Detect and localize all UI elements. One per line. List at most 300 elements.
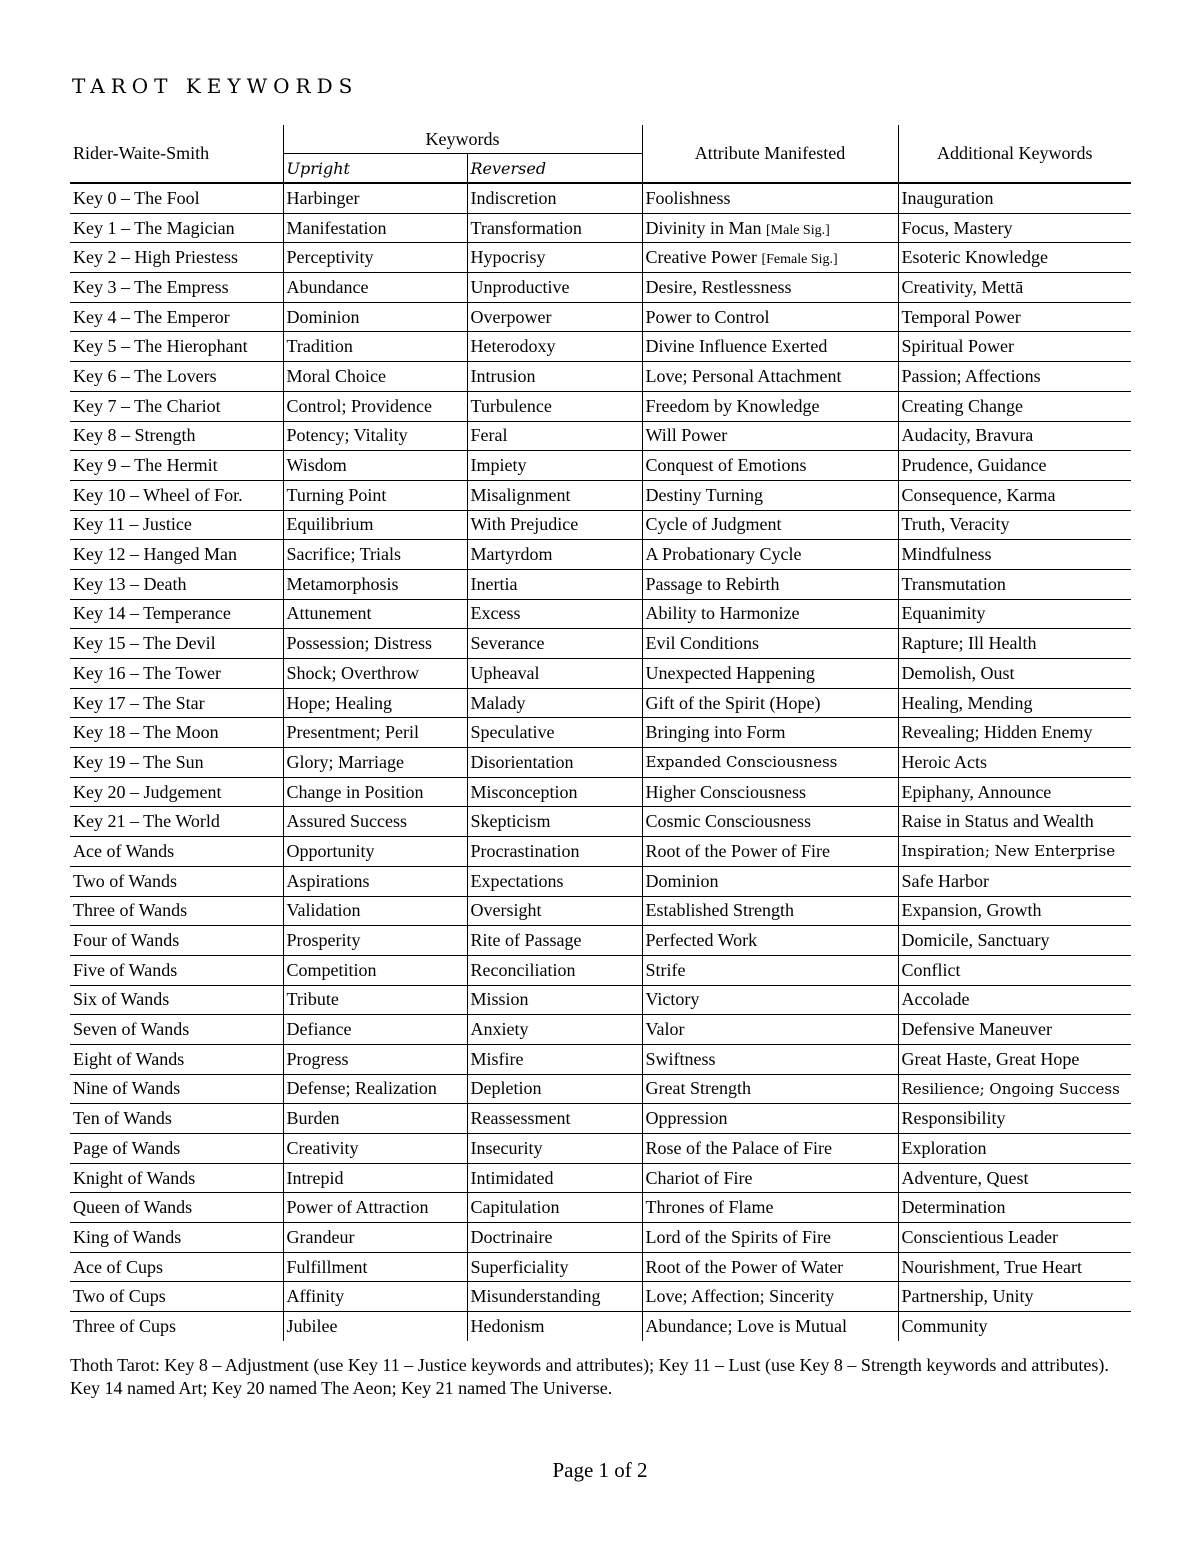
attribute-manifested-text: Victory — [645, 989, 700, 1010]
additional-keywords — [898, 243, 1131, 273]
card-name — [70, 302, 283, 332]
attribute-manifested — [642, 362, 898, 392]
card-name-text: Key 17 – The Star — [73, 692, 205, 713]
upright-keyword — [283, 183, 467, 213]
additional-keywords-text: Safe Harbor — [901, 870, 989, 891]
reversed-keyword-text: Inertia — [470, 573, 518, 594]
reversed-keyword — [467, 718, 642, 748]
table-row — [70, 599, 1131, 629]
attribute-manifested-text: Chariot of Fire — [645, 1167, 753, 1188]
attribute-manifested — [642, 599, 898, 629]
reversed-keyword-text: Reassessment — [470, 1108, 571, 1129]
reversed-keyword-text: Upheaval — [470, 662, 540, 683]
attribute-manifested-text: Root of the Power of Water — [645, 1256, 844, 1277]
upright-keyword-text: Control; Providence — [286, 395, 432, 416]
additional-keywords-text: Inspiration; New Enterprise — [901, 842, 1116, 861]
additional-keywords — [898, 1134, 1131, 1164]
card-name-text: Key 4 – The Emperor — [73, 306, 230, 327]
card-name — [70, 1134, 283, 1164]
table-row — [70, 302, 1131, 332]
table-row — [70, 421, 1131, 451]
table-row — [70, 926, 1131, 956]
upright-keyword — [283, 302, 467, 332]
page-number: Page 1 of 2 — [552, 1458, 648, 1482]
additional-keywords-text: Mindfulness — [901, 544, 992, 565]
attribute-manifested-text: Dominion — [645, 870, 719, 891]
upright-keyword — [283, 955, 467, 985]
card-name-text: Ten of Wands — [73, 1108, 172, 1129]
attribute-manifested-text: Abundance; Love is Mutual — [645, 1315, 847, 1336]
significator-note: [Male Sig.] — [766, 222, 830, 238]
attribute-manifested — [642, 837, 898, 867]
additional-keywords — [898, 362, 1131, 392]
additional-keywords-text: Revealing; Hidden Enemy — [901, 722, 1093, 743]
reversed-keyword — [467, 273, 642, 303]
upright-keyword — [283, 1044, 467, 1074]
attribute-manifested — [642, 332, 898, 362]
card-name-text: Nine of Wands — [73, 1078, 181, 1099]
card-name-text: Four of Wands — [73, 930, 180, 951]
upright-keyword — [283, 1193, 467, 1223]
attribute-manifested — [642, 1134, 898, 1164]
reversed-keyword — [467, 183, 642, 213]
reversed-keyword — [467, 599, 642, 629]
attribute-manifested — [642, 1163, 898, 1193]
card-name-text: Key 7 – The Chariot — [73, 395, 221, 416]
card-name — [70, 926, 283, 956]
reversed-keyword — [467, 1134, 642, 1164]
card-name — [70, 599, 283, 629]
reversed-keyword — [467, 837, 642, 867]
table-row — [70, 748, 1131, 778]
card-name — [70, 896, 283, 926]
additional-keywords-text: Truth, Veracity — [901, 514, 1010, 535]
additional-keywords-text: Passion; Affections — [901, 365, 1041, 386]
upright-keyword — [283, 451, 467, 481]
reversed-keyword — [467, 955, 642, 985]
card-name — [70, 718, 283, 748]
upright-keyword-text: Intrepid — [286, 1167, 344, 1188]
reversed-keyword-text: Heterodoxy — [470, 336, 556, 357]
additional-keywords — [898, 777, 1131, 807]
table-row — [70, 688, 1131, 718]
reversed-keyword — [467, 866, 642, 896]
upright-keyword — [283, 1223, 467, 1253]
card-name — [70, 807, 283, 837]
card-name — [70, 1015, 283, 1045]
attribute-manifested — [642, 302, 898, 332]
attribute-manifested-text: Unexpected Happening — [645, 662, 815, 683]
reversed-keyword — [467, 1252, 642, 1282]
attribute-manifested — [642, 1193, 898, 1223]
attribute-manifested-text: Love; Personal Attachment — [645, 365, 842, 386]
upright-keyword-text: Aspirations — [286, 870, 370, 891]
attribute-manifested-text: Oppression — [645, 1108, 728, 1129]
upright-keyword — [283, 748, 467, 778]
additional-keywords — [898, 1104, 1131, 1134]
attribute-manifested-text: Ability to Harmonize — [645, 603, 800, 624]
table-row — [70, 955, 1131, 985]
table-row — [70, 777, 1131, 807]
card-name — [70, 213, 283, 243]
card-name-text: Two of Cups — [73, 1286, 166, 1307]
additional-keywords-text: Transmutation — [901, 573, 1006, 594]
table-row — [70, 332, 1131, 362]
additional-keywords-text: Responsibility — [901, 1108, 1006, 1129]
card-name-text: Key 5 – The Hierophant — [73, 336, 248, 357]
reversed-keyword — [467, 777, 642, 807]
additional-keywords-text: Raise in Status and Wealth — [901, 811, 1094, 832]
reversed-keyword — [467, 688, 642, 718]
additional-keywords — [898, 1193, 1131, 1223]
card-name-text: Eight of Wands — [73, 1048, 185, 1069]
attribute-manifested-text: A Probationary Cycle — [645, 544, 802, 565]
upright-keyword — [283, 1252, 467, 1282]
upright-keyword-text: Moral Choice — [286, 365, 386, 386]
table-row — [70, 213, 1131, 243]
upright-keyword-text: Affinity — [286, 1286, 345, 1307]
upright-keyword — [283, 807, 467, 837]
attribute-manifested — [642, 985, 898, 1015]
upright-keyword — [283, 362, 467, 392]
additional-keywords-text: Audacity, Bravura — [901, 425, 1034, 446]
attribute-manifested-text: Higher Consciousness — [645, 781, 806, 802]
table-row — [70, 896, 1131, 926]
table-row — [70, 183, 1131, 213]
header-attribute-manifested: Attribute Manifested — [642, 125, 898, 183]
card-name — [70, 1252, 283, 1282]
upright-keyword-text: Sacrifice; Trials — [286, 544, 401, 565]
table-row — [70, 362, 1131, 392]
additional-keywords — [898, 985, 1131, 1015]
card-name-text: Key 11 – Justice — [73, 514, 192, 535]
card-name — [70, 837, 283, 867]
reversed-keyword — [467, 629, 642, 659]
reversed-keyword-text: Expectations — [470, 870, 564, 891]
upright-keyword — [283, 688, 467, 718]
attribute-manifested-text: Great Strength — [645, 1078, 751, 1099]
upright-keyword — [283, 1134, 467, 1164]
reversed-keyword — [467, 302, 642, 332]
thoth-footnote: Thoth Tarot: Key 8 – Adjustment (use Key 11 – Justice keywords and attributes); Key 11 – Lust (use Key 8 – Strength keywords and attributes). Key 14 named Art; Key 20 named The Aeon; Key 21 named The Universe. — [70, 1355, 1109, 1398]
attribute-manifested-text: Bringing into Form — [645, 722, 786, 743]
reversed-keyword-text: With Prejudice — [470, 514, 579, 535]
additional-keywords-text: Focus, Mastery — [901, 217, 1013, 238]
upright-keyword — [283, 896, 467, 926]
reversed-keyword-text: Martyrdom — [470, 544, 553, 565]
reversed-keyword — [467, 480, 642, 510]
attribute-manifested-text: Swiftness — [645, 1048, 716, 1069]
upright-keyword-text: Potency; Vitality — [286, 425, 408, 446]
reversed-keyword-text: Misconception — [470, 781, 578, 802]
reversed-keyword — [467, 659, 642, 689]
additional-keywords-text: Exploration — [901, 1137, 987, 1158]
reversed-keyword-text: Disorientation — [470, 751, 574, 772]
additional-keywords — [898, 332, 1131, 362]
attribute-manifested-text: Strife — [645, 959, 686, 980]
card-name — [70, 1074, 283, 1104]
upright-keyword — [283, 243, 467, 273]
card-name-text: Key 3 – The Empress — [73, 276, 229, 297]
attribute-manifested-text: Foolishness — [645, 187, 731, 208]
attribute-manifested — [642, 243, 898, 273]
additional-keywords-text: Demolish, Oust — [901, 662, 1015, 683]
attribute-manifested-text: Divine Influence Exerted — [645, 336, 828, 357]
table-row — [70, 569, 1131, 599]
upright-keyword-text: Possession; Distress — [286, 633, 433, 654]
upright-keyword-text: Opportunity — [286, 840, 375, 861]
attribute-manifested-text: Cosmic Consciousness — [645, 811, 812, 832]
reversed-keyword — [467, 748, 642, 778]
tarot-keywords-table — [70, 125, 1131, 1341]
attribute-manifested — [642, 451, 898, 481]
additional-keywords-text: Conscientious Leader — [901, 1226, 1058, 1247]
additional-keywords-text: Creating Change — [901, 395, 1023, 416]
upright-keyword — [283, 391, 467, 421]
additional-keywords — [898, 1163, 1131, 1193]
table-row — [70, 1312, 1131, 1341]
attribute-manifested — [642, 1074, 898, 1104]
upright-keyword — [283, 1104, 467, 1134]
reversed-keyword-text: Misunderstanding — [470, 1286, 601, 1307]
card-name-text: Key 13 – Death — [73, 573, 187, 594]
upright-keyword — [283, 213, 467, 243]
card-name-text: Key 14 – Temperance — [73, 603, 231, 624]
card-name — [70, 748, 283, 778]
upright-keyword — [283, 599, 467, 629]
card-name — [70, 1223, 283, 1253]
upright-keyword — [283, 273, 467, 303]
reversed-keyword-text: Feral — [470, 425, 508, 446]
card-name-text: Queen of Wands — [73, 1197, 193, 1218]
upright-keyword-text: Abundance — [286, 276, 369, 297]
table-row — [70, 1163, 1131, 1193]
table-row — [70, 1074, 1131, 1104]
upright-keyword — [283, 1074, 467, 1104]
upright-keyword-text: Dominion — [286, 306, 360, 327]
attribute-manifested-text: Freedom by Knowledge — [645, 395, 820, 416]
attribute-manifested-text: Destiny Turning — [645, 484, 764, 505]
additional-keywords — [898, 1074, 1131, 1104]
reversed-keyword-text: Procrastination — [470, 840, 580, 861]
card-name-text: Three of Wands — [73, 900, 188, 921]
attribute-manifested — [642, 1104, 898, 1134]
card-name-text: Key 0 – The Fool — [73, 187, 200, 208]
additional-keywords-text: Rapture; Ill Health — [901, 633, 1037, 654]
upright-keyword-text: Jubilee — [286, 1315, 338, 1336]
attribute-manifested — [642, 688, 898, 718]
card-name-text: Key 1 – The Magician — [73, 217, 235, 238]
additional-keywords-text: Accolade — [901, 989, 970, 1010]
reversed-keyword-text: Impiety — [470, 455, 527, 476]
card-name — [70, 659, 283, 689]
table-row — [70, 1252, 1131, 1282]
card-name-text: King of Wands — [73, 1226, 182, 1247]
table-row — [70, 807, 1131, 837]
attribute-manifested — [642, 1015, 898, 1045]
table-body — [70, 183, 1131, 1341]
card-name-text: Key 6 – The Lovers — [73, 365, 217, 386]
additional-keywords — [898, 1252, 1131, 1282]
additional-keywords-text: Adventure, Quest — [901, 1167, 1029, 1188]
additional-keywords — [898, 1044, 1131, 1074]
additional-keywords-text: Heroic Acts — [901, 751, 987, 772]
card-name — [70, 510, 283, 540]
table-row — [70, 273, 1131, 303]
reversed-keyword-text: Skepticism — [470, 811, 551, 832]
card-name-text: Three of Cups — [73, 1315, 176, 1336]
upright-keyword — [283, 837, 467, 867]
card-name — [70, 451, 283, 481]
attribute-manifested-text: Lord of the Spirits of Fire — [645, 1226, 831, 1247]
attribute-manifested-text: Root of the Power of Fire — [645, 840, 830, 861]
card-name — [70, 1044, 283, 1074]
reversed-keyword-text: Anxiety — [470, 1019, 529, 1040]
additional-keywords — [898, 688, 1131, 718]
reversed-keyword-text: Reconciliation — [470, 959, 576, 980]
card-name — [70, 569, 283, 599]
upright-keyword-text: Competition — [286, 959, 377, 980]
additional-keywords — [898, 480, 1131, 510]
attribute-manifested — [642, 480, 898, 510]
attribute-manifested — [642, 183, 898, 213]
upright-keyword-text: Turning Point — [286, 484, 387, 505]
card-name-text: Key 15 – The Devil — [73, 633, 216, 654]
page-title: TAROT KEYWORDS — [72, 74, 359, 98]
card-name-text: Key 9 – The Hermit — [73, 455, 218, 476]
header-reversed: Reversed — [467, 154, 642, 184]
additional-keywords-text: Domicile, Sanctuary — [901, 930, 1050, 951]
card-name-text: Key 8 – Strength — [73, 425, 196, 446]
card-name — [70, 1163, 283, 1193]
card-name — [70, 1282, 283, 1312]
upright-keyword — [283, 510, 467, 540]
header-upright: Upright — [283, 154, 467, 184]
reversed-keyword-text: Insecurity — [470, 1137, 543, 1158]
header-row — [70, 125, 1131, 154]
upright-keyword — [283, 1163, 467, 1193]
attribute-manifested — [642, 866, 898, 896]
reversed-keyword — [467, 926, 642, 956]
additional-keywords-text: Great Haste, Great Hope — [901, 1048, 1080, 1069]
attribute-manifested-text: Power to Control — [645, 306, 770, 327]
upright-keyword — [283, 540, 467, 570]
table-row — [70, 1282, 1131, 1312]
attribute-manifested — [642, 1312, 898, 1341]
upright-keyword-text: Creativity — [286, 1137, 359, 1158]
additional-keywords — [898, 273, 1131, 303]
upright-keyword — [283, 718, 467, 748]
upright-keyword-text: Harbinger — [286, 187, 360, 208]
attribute-manifested — [642, 213, 898, 243]
attribute-manifested-text: Cycle of Judgment — [645, 514, 782, 535]
attribute-manifested-text: Valor — [645, 1019, 685, 1040]
additional-keywords-text: Esoteric Knowledge — [901, 247, 1048, 268]
additional-keywords — [898, 1223, 1131, 1253]
additional-keywords-text: Epiphany, Announce — [901, 781, 1052, 802]
card-name — [70, 332, 283, 362]
additional-keywords-text: Creativity, Mettā — [901, 276, 1024, 297]
reversed-keyword — [467, 1163, 642, 1193]
reversed-keyword-text: Depletion — [470, 1078, 542, 1099]
reversed-keyword-text: Transformation — [470, 217, 582, 238]
reversed-keyword-text: Excess — [470, 603, 521, 624]
reversed-keyword — [467, 1015, 642, 1045]
card-name — [70, 243, 283, 273]
additional-keywords — [898, 183, 1131, 213]
card-name-text: Two of Wands — [73, 870, 177, 891]
card-name — [70, 1104, 283, 1134]
additional-keywords — [898, 569, 1131, 599]
reversed-keyword — [467, 1074, 642, 1104]
attribute-manifested — [642, 273, 898, 303]
upright-keyword-text: Prosperity — [286, 930, 361, 951]
attribute-manifested-text: Evil Conditions — [645, 633, 760, 654]
additional-keywords — [898, 866, 1131, 896]
table-row — [70, 1223, 1131, 1253]
card-name — [70, 1312, 283, 1341]
upright-keyword — [283, 866, 467, 896]
additional-keywords-text: Defensive Maneuver — [901, 1019, 1052, 1040]
card-name-text: Key 12 – Hanged Man — [73, 544, 237, 565]
upright-keyword-text: Defense; Realization — [286, 1078, 437, 1099]
reversed-keyword — [467, 213, 642, 243]
additional-keywords — [898, 213, 1131, 243]
table-row — [70, 480, 1131, 510]
reversed-keyword — [467, 510, 642, 540]
card-name — [70, 391, 283, 421]
upright-keyword-text: Defiance — [286, 1019, 352, 1040]
upright-keyword-text: Presentment; Peril — [286, 722, 419, 743]
table-header — [70, 125, 1131, 183]
attribute-manifested — [642, 926, 898, 956]
upright-keyword-text: Wisdom — [286, 455, 347, 476]
attribute-manifested-text: Divinity in Man — [645, 217, 762, 238]
table-row — [70, 1015, 1131, 1045]
upright-keyword — [283, 777, 467, 807]
upright-keyword-text: Equilibrium — [286, 514, 374, 535]
card-name — [70, 985, 283, 1015]
attribute-manifested — [642, 896, 898, 926]
reversed-keyword-text: Misfire — [470, 1048, 524, 1069]
additional-keywords — [898, 1015, 1131, 1045]
upright-keyword-text: Hope; Healing — [286, 692, 392, 713]
additional-keywords-text: Partnership, Unity — [901, 1286, 1034, 1307]
table-row — [70, 985, 1131, 1015]
upright-keyword-text: Fulfillment — [286, 1256, 368, 1277]
attribute-manifested-text: Thrones of Flame — [645, 1197, 774, 1218]
card-name-text: Knight of Wands — [73, 1167, 196, 1188]
table-row — [70, 451, 1131, 481]
attribute-manifested — [642, 718, 898, 748]
table-row — [70, 866, 1131, 896]
card-name-text: Six of Wands — [73, 989, 170, 1010]
reversed-keyword-text: Oversight — [470, 900, 542, 921]
upright-keyword-text: Assured Success — [286, 811, 407, 832]
upright-keyword-text: Tradition — [286, 336, 353, 357]
attribute-manifested — [642, 807, 898, 837]
additional-keywords — [898, 955, 1131, 985]
attribute-manifested — [642, 391, 898, 421]
upright-keyword — [283, 926, 467, 956]
reversed-keyword — [467, 1223, 642, 1253]
upright-keyword — [283, 332, 467, 362]
upright-keyword-text: Burden — [286, 1108, 340, 1129]
card-name-text: Seven of Wands — [73, 1019, 190, 1040]
upright-keyword — [283, 659, 467, 689]
reversed-keyword — [467, 1104, 642, 1134]
attribute-manifested-text: Passage to Rebirth — [645, 573, 780, 594]
